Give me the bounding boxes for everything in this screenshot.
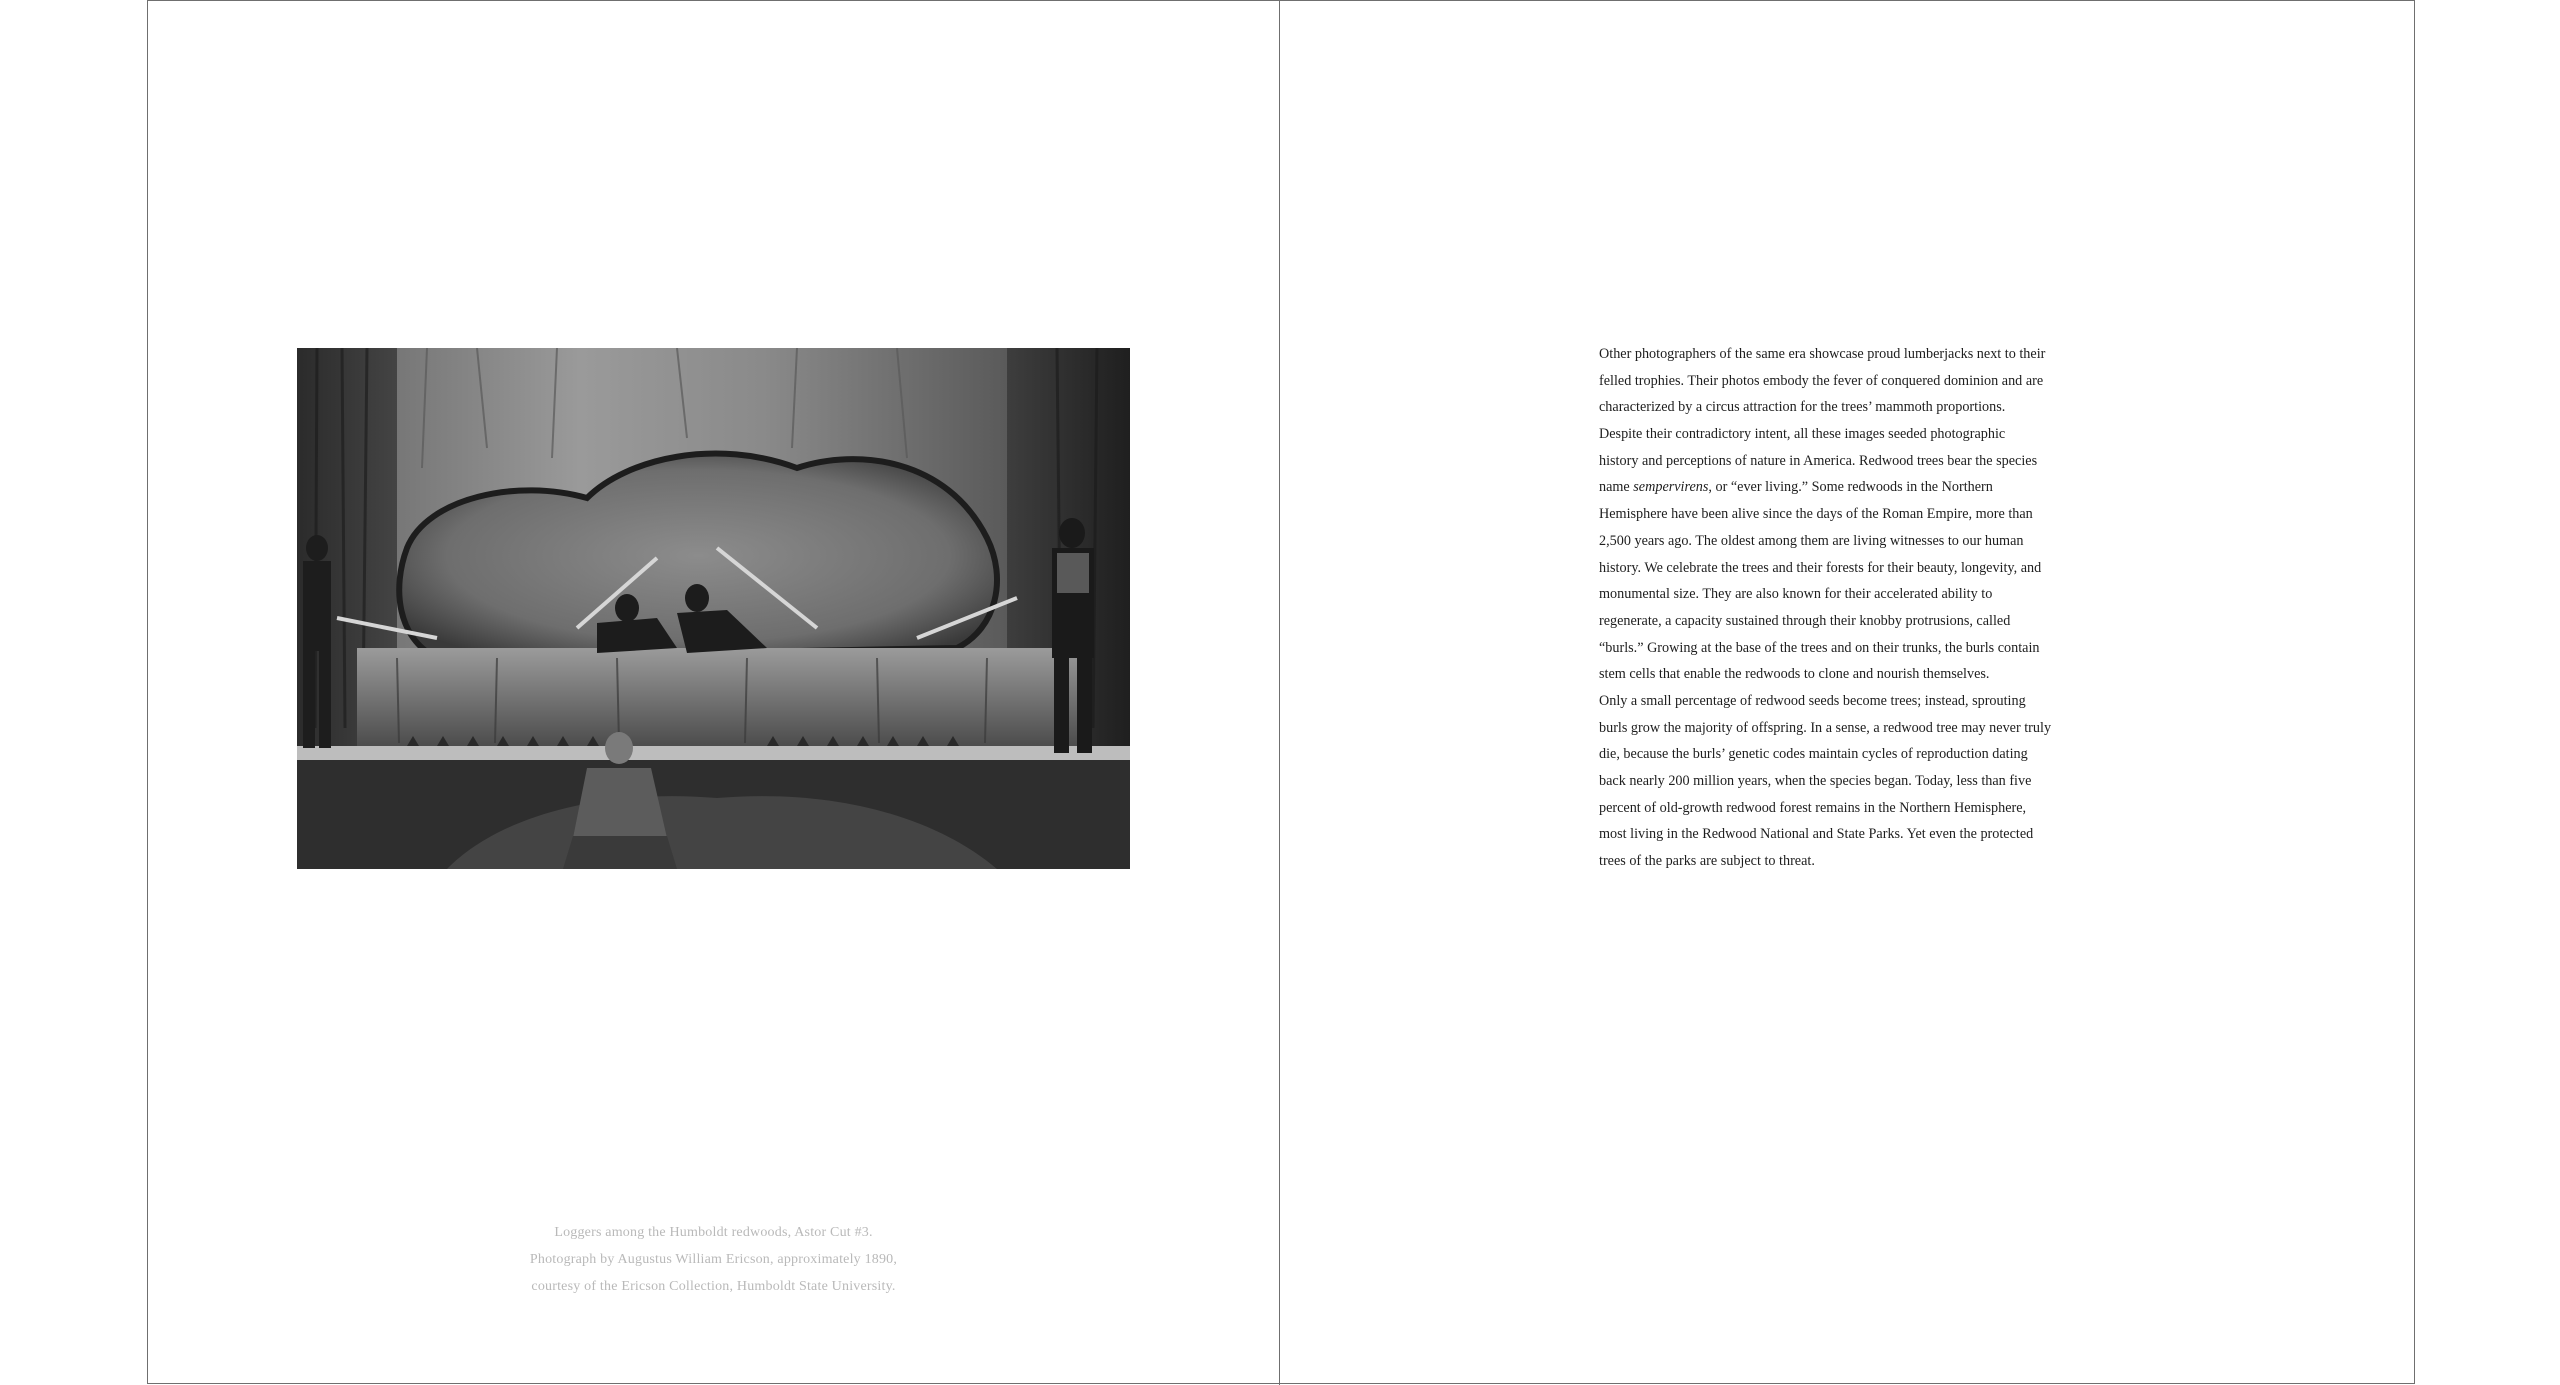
body-line: monumental size. They are also known for their accelerated ability to [1599, 586, 1993, 603]
body-text [1599, 341, 2144, 875]
caption-line-2: Photograph by Augustus William Ericson, approximately 1890, [529, 1252, 898, 1267]
body-line: Only a small percentage of redwood seeds become trees; instead, sprouting [1599, 692, 2026, 709]
photograph-illustration [297, 348, 1130, 869]
photo-caption [400, 1219, 1027, 1300]
page-gutter [1279, 0, 1280, 1385]
body-line: die, because the burls’ genetic codes maintain cycles of reproduction dating [1599, 746, 2028, 763]
body-line: history and perceptions of nature in America. Redwood trees bear the species [1599, 452, 2038, 468]
body-line: trees of the parks are subject to threat. [1599, 853, 1815, 870]
body-line: Despite their contradictory intent, all these images seeded photographic [1599, 426, 2006, 443]
body-line: stem cells that enable the redwoods to clone and nourish themselves. [1599, 666, 1990, 683]
body-line: felled trophies. Their photos embody the fever of conquered dominion and are [1599, 372, 2044, 389]
species-italic: sempervirens [1633, 479, 1709, 496]
species-prefix: name [1599, 479, 1634, 496]
body-line: burls grow the majority of offspring. In a sense, a redwood tree may never truly [1599, 719, 2052, 736]
caption-line-1: Loggers among the Humboldt redwoods, Astor Cut #3. [554, 1225, 873, 1240]
body-line: “burls.” Growing at the base of the trees and on their trunks, the burls contain [1599, 639, 2040, 656]
body-line: most living in the Redwood National and State Parks. Yet even the protected [1599, 826, 2034, 843]
body-line: history. We celebrate the trees and their forests for their beauty, longevity, and [1599, 559, 2042, 576]
caption-line-3: courtesy of the Ericson Collection, Humboldt State University. [531, 1279, 896, 1294]
body-line-species-name [1599, 474, 2144, 501]
body-line: Hemisphere have been alive since the days of the Roman Empire, more than [1599, 506, 2033, 523]
body-line: percent of old-growth redwood forest remains in the Northern Hemisphere, [1599, 799, 2027, 816]
body-line: characterized by a circus attraction for the trees’ mammoth proportions. [1599, 399, 2006, 416]
body-line: 2,500 years ago. The oldest among them are living witnesses to our human [1599, 532, 2024, 549]
body-line: regenerate, a capacity sustained through their knobby protrusions, called [1599, 612, 2011, 629]
species-suffix: , or “ever living.” Some redwoods in the Northern [1708, 479, 1993, 496]
loggers-photograph [297, 348, 1130, 869]
body-line: back nearly 200 million years, when the species began. Today, less than five [1599, 773, 2032, 789]
body-line: Other photographers of the same era showcase proud lumberjacks next to their [1599, 346, 2046, 362]
